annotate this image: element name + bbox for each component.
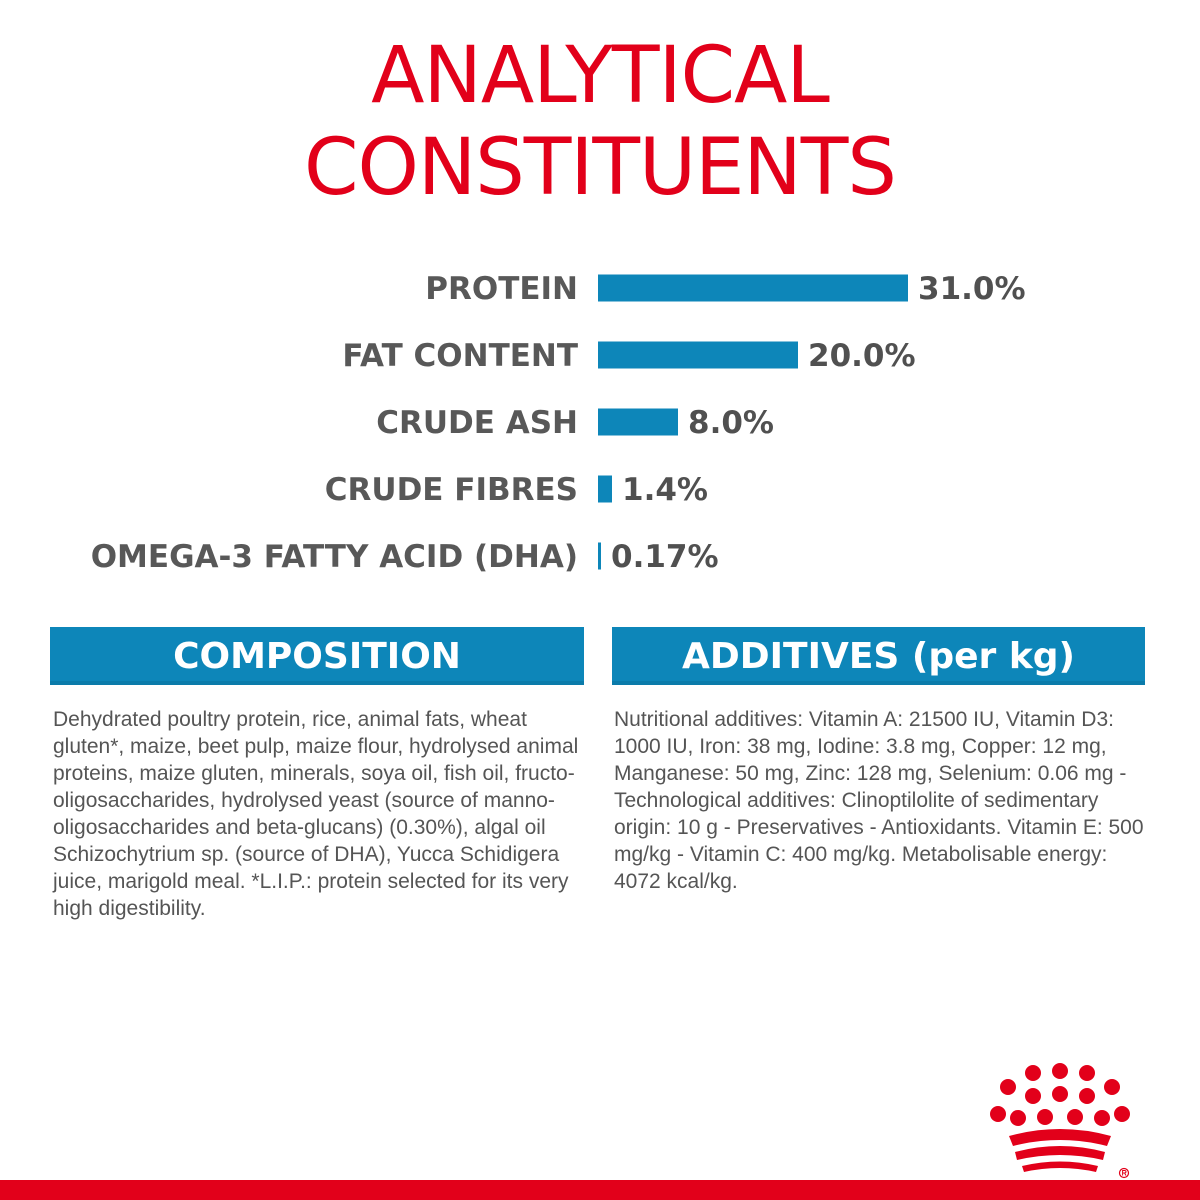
bar xyxy=(598,543,601,570)
value-label: 8.0% xyxy=(688,405,774,441)
category-label: FAT CONTENT xyxy=(342,338,578,374)
category-label: PROTEIN xyxy=(425,271,578,307)
page-title xyxy=(0,30,1200,214)
value-label: 31.0% xyxy=(918,271,1026,307)
analytical-constituents-chart xyxy=(0,250,1200,590)
additives-text: Nutritional additives: Vitamin A: 21500 IU, Vitamin D3: 1000 IU, Iron: 38 mg, Iodine: 3.8 mg, Copper: 12 mg, Manganese: 50 mg, Zinc: 128 mg, Selenium: 0.06 mg - Technological additives: Clinoptilolite of sedimentary origin: 10 g - Preservatives - Antioxidants. Vitamin E: 500 mg/kg - Vitamin C: 400 mg/kg. Metabolisable energy: 4072 kcal/kg. xyxy=(614,708,1144,893)
bar xyxy=(598,275,908,302)
value-label: 20.0% xyxy=(808,338,916,374)
crown-logo-icon xyxy=(985,1060,1135,1180)
additives-heading: ADDITIVES (per kg) xyxy=(612,627,1145,685)
category-label: CRUDE FIBRES xyxy=(324,472,578,508)
title-line-1: ANALYTICAL xyxy=(371,31,829,121)
composition-text: Dehydrated poultry protein, rice, animal fats, wheat gluten*, maize, beet pulp, maize flour, hydrolysed animal proteins, maize gluten, minerals, soya oil, fish oil, fructo-oligosaccharides, hydrolysed yeast (source of manno-oligosaccharides and beta-glucans) (0.30%), algal oil Schizochytrium sp. (source of DHA), Yucca Schidigera juice, marigold meal. *L.I.P.: protein selected for its very high digestibility. xyxy=(53,708,579,920)
category-label: CRUDE ASH xyxy=(376,405,578,441)
bar xyxy=(598,476,612,503)
brand-bottom-bar xyxy=(0,1180,1200,1200)
value-label: 1.4% xyxy=(622,472,708,508)
bar xyxy=(598,342,798,369)
composition-heading: COMPOSITION xyxy=(50,627,584,685)
category-label: OMEGA-3 FATTY ACID (DHA) xyxy=(90,539,578,575)
bar xyxy=(598,409,678,436)
title-line-2: CONSTITUENTS xyxy=(304,123,896,213)
value-label: 0.17% xyxy=(611,539,719,575)
